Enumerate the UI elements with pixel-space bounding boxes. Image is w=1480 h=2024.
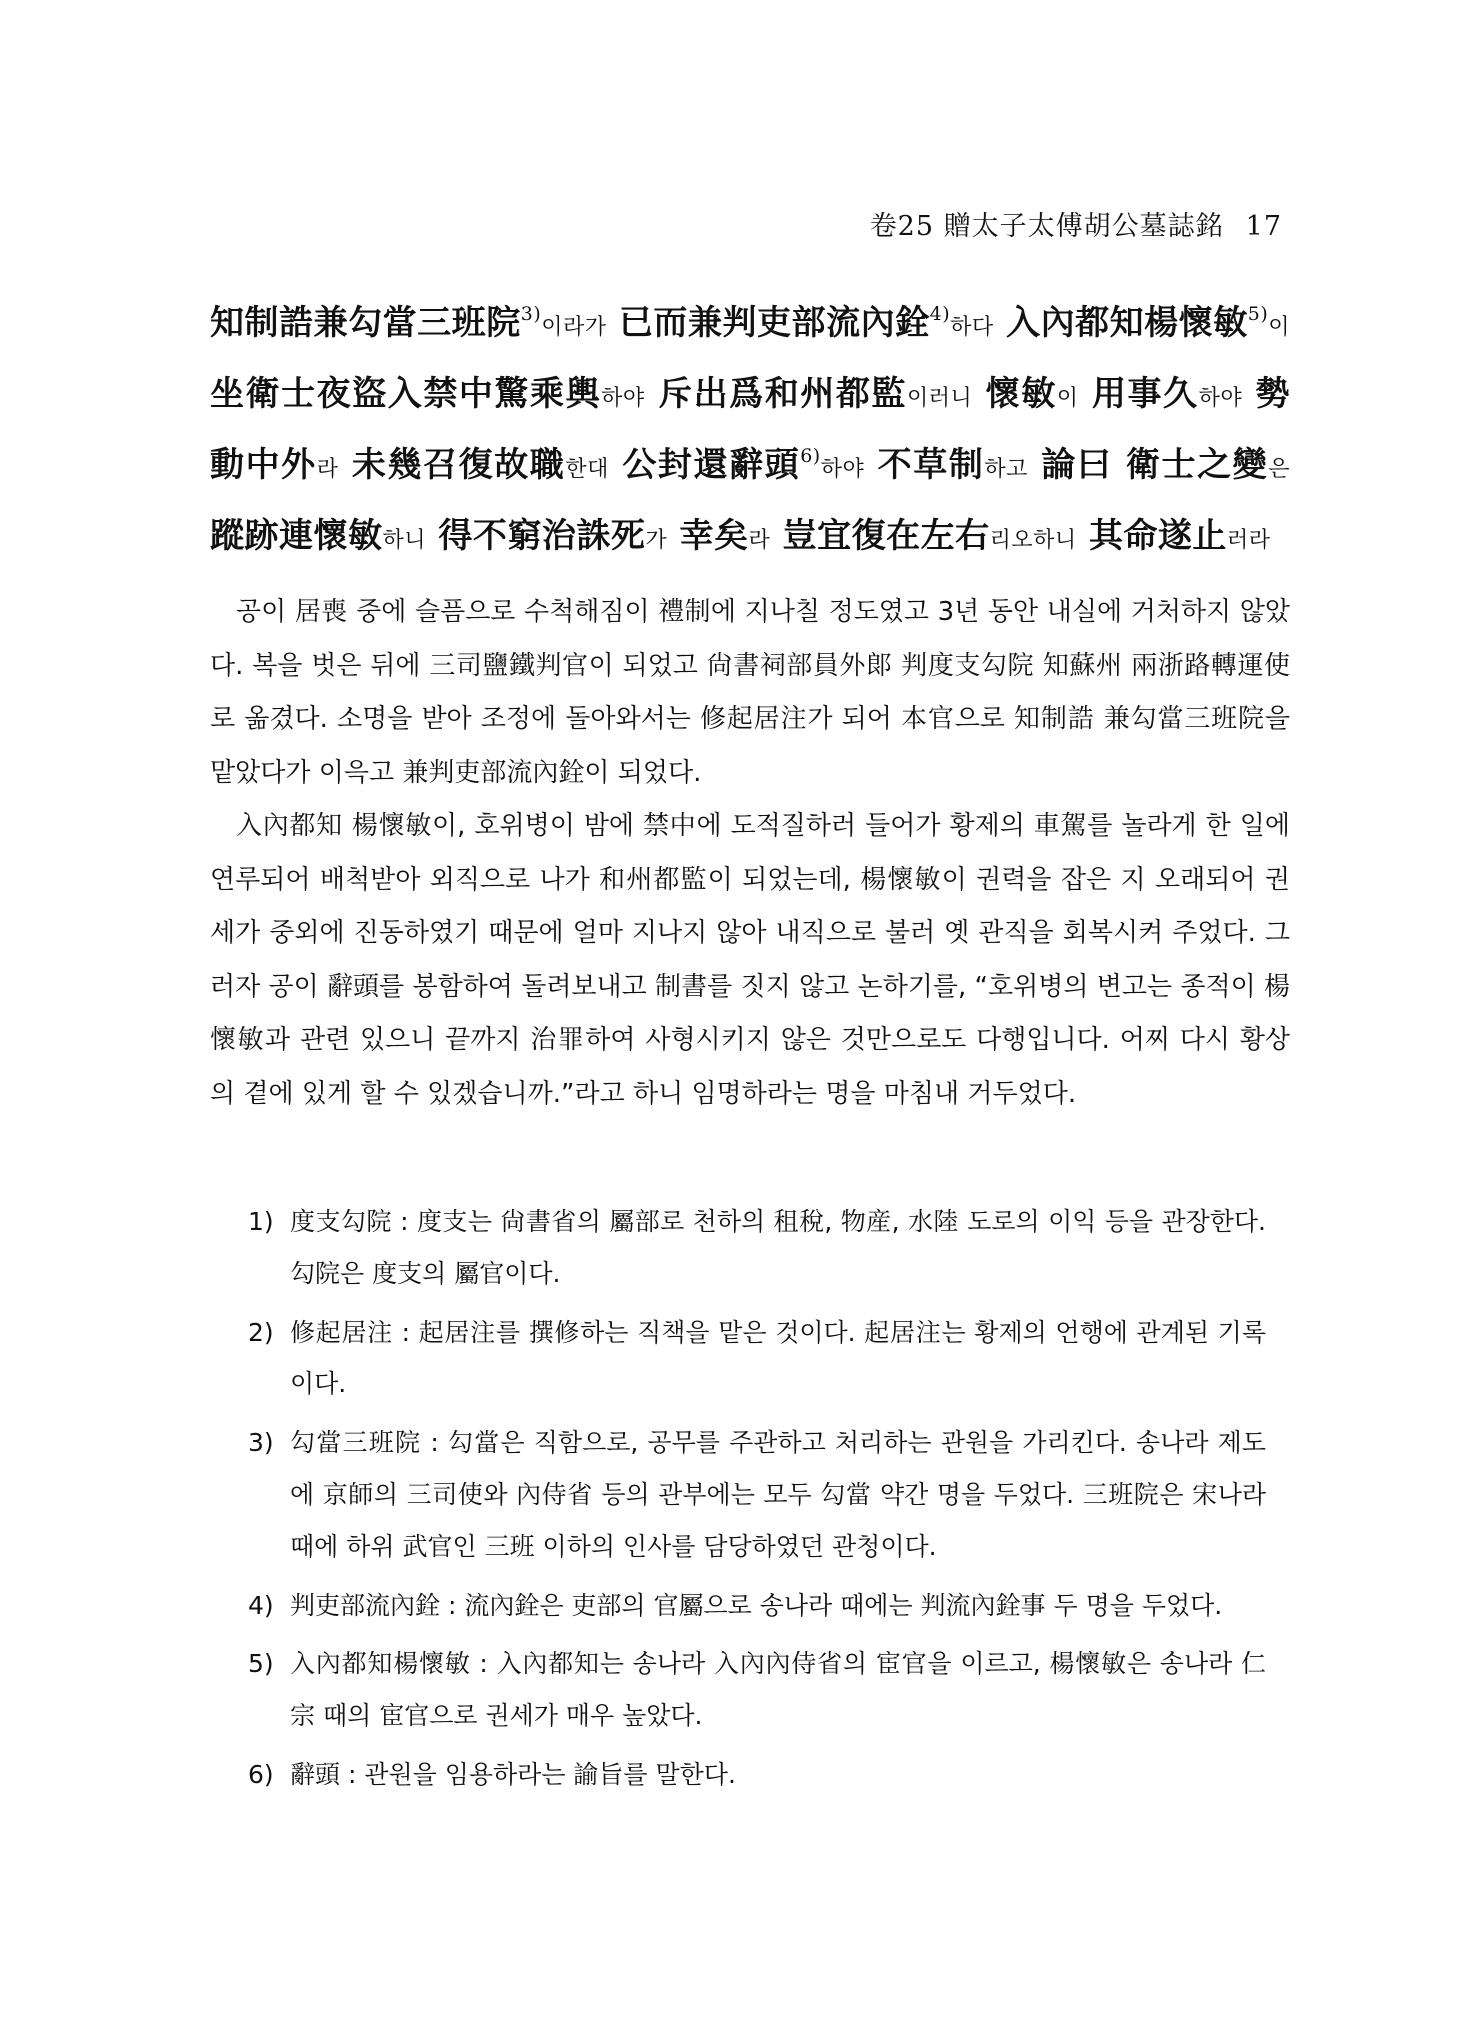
footnote-text: 修起居注 : 起居注를 撰修하는 직책을 맡은 것이다. 起居注는 황제의 언행에 관계된 기록이다. (290, 1317, 1266, 1399)
footnote-text: 度支勾院 : 度支는 尙書省의 屬部로 천하의 租稅, 物産, 水陸 도로의 이익 등을 관장한다. 勾院은 度支의 屬官이다. (290, 1207, 1266, 1288)
hanmun-phrase: 勢動中外 (210, 374, 1291, 485)
hanmun-phrase: 幸矣 (679, 516, 749, 556)
footnote-number: 1) (248, 1207, 274, 1236)
particle: 이 (1056, 386, 1079, 411)
hanmun-phrase: 蹤跡連懷敏 (210, 516, 383, 556)
hanmun-phrase: 入內都知楊懷敏 (1006, 303, 1248, 343)
particle: 라 (316, 457, 339, 482)
particle: 하야 (601, 386, 645, 411)
particle: 리오하니 (989, 528, 1077, 553)
hanmun-phrase: 其命遂止 (1088, 516, 1227, 556)
hanmun-phrase: 得不窮治誅死 (438, 516, 646, 556)
footnote (248, 1307, 1266, 1411)
particle: 이라가 (541, 315, 607, 340)
hanmun-phrase: 不草制 (877, 445, 985, 485)
particle: 하고 (984, 457, 1028, 482)
footnote-ref-5: 5) (1247, 303, 1269, 325)
hanmun-phrase: 衛士之變 (1125, 445, 1269, 485)
hanmun-phrase: 論曰 (1041, 445, 1113, 485)
particle: 이러니 (906, 386, 973, 411)
hanmun-phrase: 斥出爲和州都監 (658, 374, 907, 414)
particle: 은 (1268, 457, 1290, 482)
korean-translation (210, 586, 1290, 1121)
footnote (248, 1749, 1266, 1801)
footnote (248, 1580, 1266, 1632)
footnote-number: 4) (248, 1590, 274, 1620)
particle: 이 (1268, 315, 1291, 340)
footnote-number: 2) (248, 1317, 274, 1347)
particle: 하니 (382, 528, 427, 553)
particle: 하다 (950, 315, 994, 340)
hanmun-phrase: 用事久 (1091, 374, 1199, 414)
footnotes (248, 1196, 1266, 1808)
footnote (248, 1638, 1266, 1742)
footnote (248, 1417, 1266, 1572)
particle: 러라 (1226, 528, 1271, 553)
footnote-ref-4: 4) (929, 303, 951, 325)
hanmun-phrase: 已而兼判吏部流內銓 (618, 303, 930, 343)
particle: 하야 (820, 457, 865, 482)
footnote-ref-3: 3) (520, 303, 542, 325)
particle: 하야 (1198, 386, 1243, 411)
particle: 가 (645, 528, 668, 553)
footnote-text: 判吏部流內銓 : 流內銓은 吏部의 官屬으로 송나라 때에는 判流內銓事 두 명을 두었다. (290, 1590, 1223, 1620)
footnote-text: 勾當三班院 : 勾當은 직함으로, 공무를 주관하고 처리하는 관원을 가리킨다. 송나라 제도에 京師의 三司使와 內侍省 등의 관부에는 모두 勾當 약간 명을 두었다. 三班院은 宋나라 때에 하위 武官인 三班 이하의 인사를 담당하였던 관청이다. (290, 1428, 1266, 1561)
hanmun-phrase: 未幾召復故職 (351, 445, 566, 485)
hanmun-phrase: 知制誥兼勾當三班院 (210, 303, 521, 343)
running-header (870, 204, 1282, 243)
footnote-text: 入內都知楊懷敏 : 入內都知는 송나라 入內內侍省의 宦官을 이르고, 楊懷敏은 송나라 仁宗 때의 宦官으로 권세가 매우 높았다. (290, 1649, 1267, 1731)
particle: 라 (748, 528, 771, 553)
translation-paragraph-2: 入內都知 楊懷敏이, 호위병이 밤에 禁中에 도적질하러 들어가 황제의 車駕를 놀라게 한 일에 연루되어 배척받아 외직으로 나가 和州都監이 되었는데, 楊懷敏이 권력을 잡은 지 오래되어 권세가 중외에 진동하였기 때문에 얼마 지나지 않아 내직으로 불러 옛 관직을 회복시켜 주었다. 그러자 공이 辭頭를 봉함하여 돌려보내고 制書를 짓지 않고 논하기를, “호위병의 변고는 종적이 楊懷敏과 관련 있으니 끝까지 治罪하여 사형시키지 않은 것만으로도 다행입니다. 어찌 다시 황상의 곁에 있게 할 수 있겠습니까.”라고 하니 임명하라는 명을 마침내 거두었다. (210, 811, 1290, 1109)
footnote-text: 辭頭 : 관원을 임용하라는 諭旨를 말한다. (290, 1759, 736, 1789)
footnote-number: 3) (248, 1428, 274, 1458)
hanmun-phrase: 懷敏 (985, 374, 1057, 414)
classical-text (210, 290, 1290, 574)
hanmun-phrase: 坐衛士夜盜入禁中驚乘輿 (210, 374, 602, 414)
hanmun-phrase: 豈宜復在左右 (782, 516, 990, 556)
running-title: 卷25 贈太子太傅胡公墓誌銘 (869, 211, 1224, 242)
footnote-number: 6) (248, 1759, 274, 1789)
classical-paragraph (210, 290, 1290, 574)
page-number: 17 (1245, 211, 1282, 242)
hanmun-phrase: 公封還辭頭 (622, 445, 801, 485)
footnote-ref-6: 6) (800, 445, 821, 467)
translation-paragraph-1: 공이 居喪 중에 슬픔으로 수척해짐이 禮制에 지나칠 정도였고 3년 동안 내실에 거처하지 않았다. 복을 벗은 뒤에 三司鹽鐵判官이 되었고 尙書祠部員外郞 判度支勾院 知蘇州 兩浙路轉運使로 옮겼다. 소명을 받아 조정에 돌아와서는 修起居注가 되어 本官으로 知制誥 兼勾當三班院을 맡았다가 이윽고 兼判吏部流內銓이 되었다. (210, 597, 1290, 788)
particle: 한대 (565, 457, 609, 482)
footnote (248, 1196, 1266, 1300)
footnote-number: 5) (248, 1649, 274, 1679)
